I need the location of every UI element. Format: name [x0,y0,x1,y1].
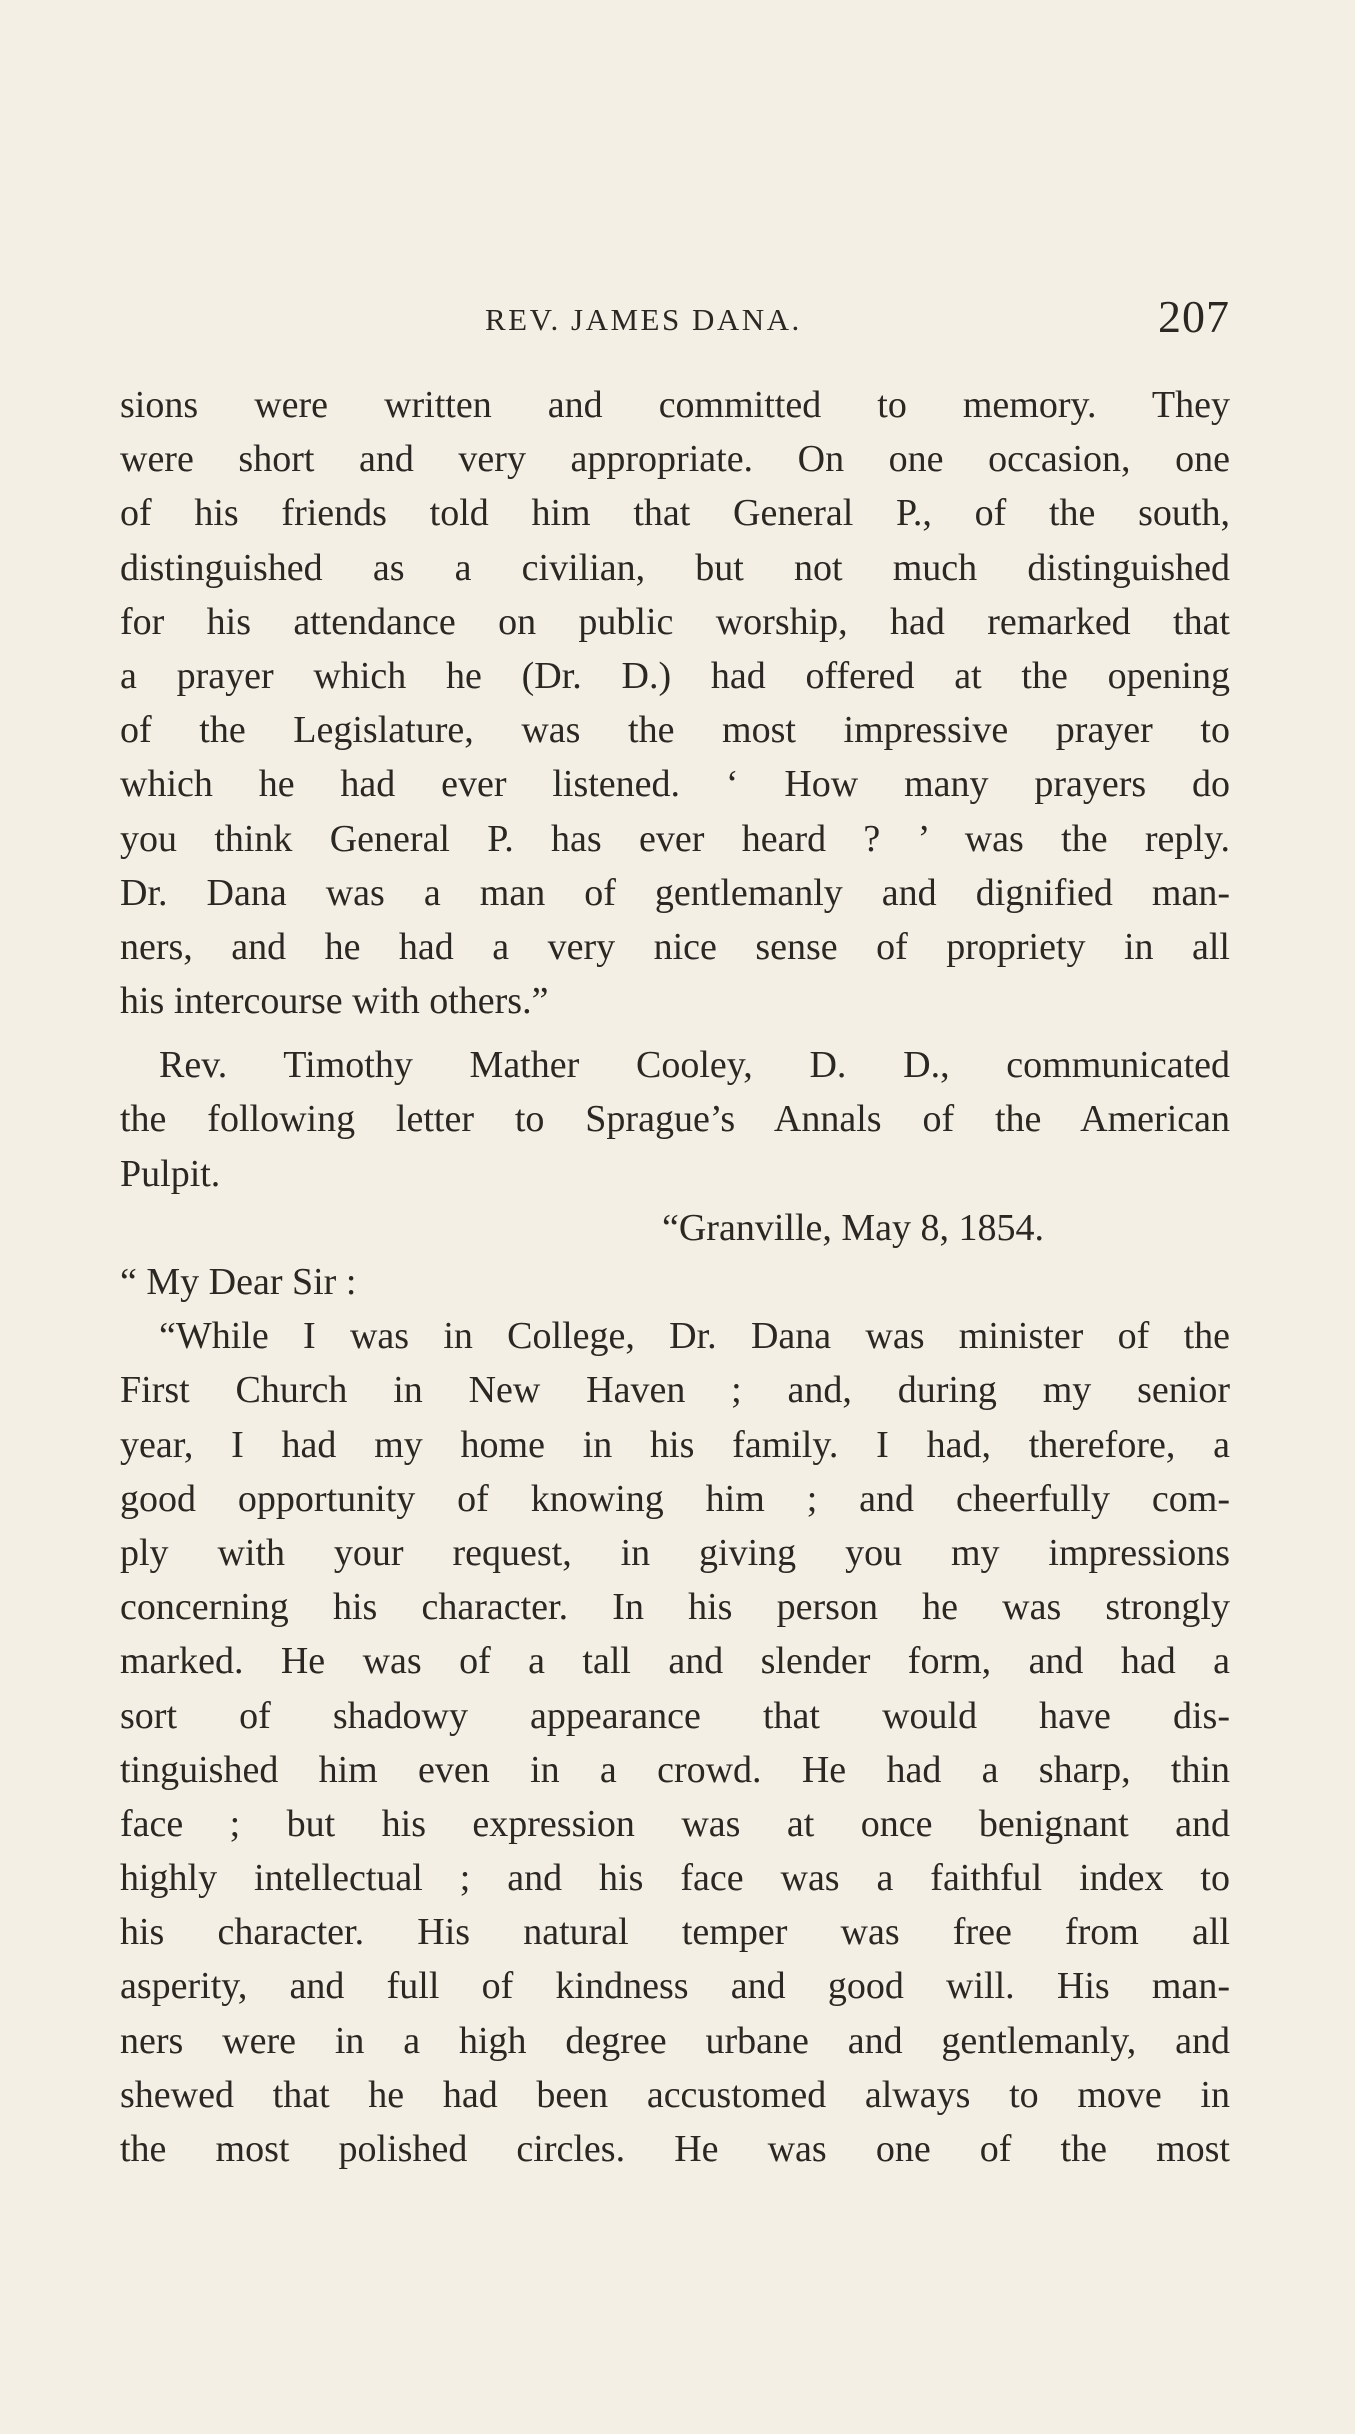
text-line: marked. He was of a tall and slender form, and had a [120,1640,1230,1683]
text-line: his character. His natural temper was free from all [120,1911,1230,1954]
text-line: the most polished circles. He was one of the most [120,2128,1230,2170]
running-head: REV. JAMES DANA. [485,302,802,337]
text-line: his intercourse with others.” [120,980,549,1023]
letter-dateline: “Granville, May 8, 1854. [662,1206,1045,1249]
text-line: the following letter to Sprague’s Annals of the American [120,1098,1230,1141]
text-line: you think General P. has ever heard ? ’ was the reply. [120,817,1230,860]
text-line: “While I was in College, Dr. Dana was minister of the [159,1315,1230,1358]
text-line: year, I had my home in his family. I had, therefore, a [120,1423,1230,1466]
text-line: good opportunity of knowing him ; and cheerfully com- [120,1477,1230,1520]
text-line: of his friends told him that General P., of the south, [120,492,1230,535]
page-header [120,290,1230,350]
text-line: which he had ever listened. ‘ How many prayers do [120,763,1230,806]
text-line: First Church in New Haven ; and, during my senior [120,1369,1230,1412]
text-line: were short and very appropriate. On one occasion, one [120,438,1230,481]
text-line: sions were written and committed to memory. They [120,384,1230,426]
text-line: concerning his character. In his person he was strongly [120,1586,1230,1629]
text-line: for his attendance on public worship, had remarked that [120,600,1230,643]
text-line: ply with your request, in giving you my impressions [120,1531,1230,1574]
text-line: sort of shadowy appearance that would have dis- [120,1694,1230,1737]
page-number: 207 [1158,291,1230,342]
paragraph [120,378,1230,1028]
text-line: ners, and he had a very nice sense of propriety in all [120,925,1230,968]
text-line: shewed that he had been accustomed always to move in [120,2073,1230,2116]
letter-salutation: “ My Dear Sir : [120,1261,357,1303]
text-line: ners were in a high degree urbane and gentlemanly, and [120,2019,1230,2062]
text-line: tinguished him even in a crowd. He had a sharp, thin [120,1748,1230,1791]
paragraph [120,1038,1230,1201]
text-line: highly intellectual ; and his face was a faithful index to [120,1857,1230,1900]
page-body [120,378,1230,2176]
letter-body [120,1309,1230,2176]
text-line: Pulpit. [120,1152,221,1195]
text-line: face ; but his expression was at once benignant and [120,1802,1230,1845]
text-line: asperity, and full of kindness and good will. His man- [120,1965,1230,2008]
text-line: distinguished as a civilian, but not much distinguished [120,546,1230,589]
text-line: Dr. Dana was a man of gentlemanly and dignified man- [120,871,1230,914]
text-line: a prayer which he (Dr. D.) had offered at the opening [120,654,1230,697]
text-line: of the Legislature, was the most impressive prayer to [120,709,1230,752]
text-line: Rev. Timothy Mather Cooley, D. D., communicated [159,1044,1230,1087]
